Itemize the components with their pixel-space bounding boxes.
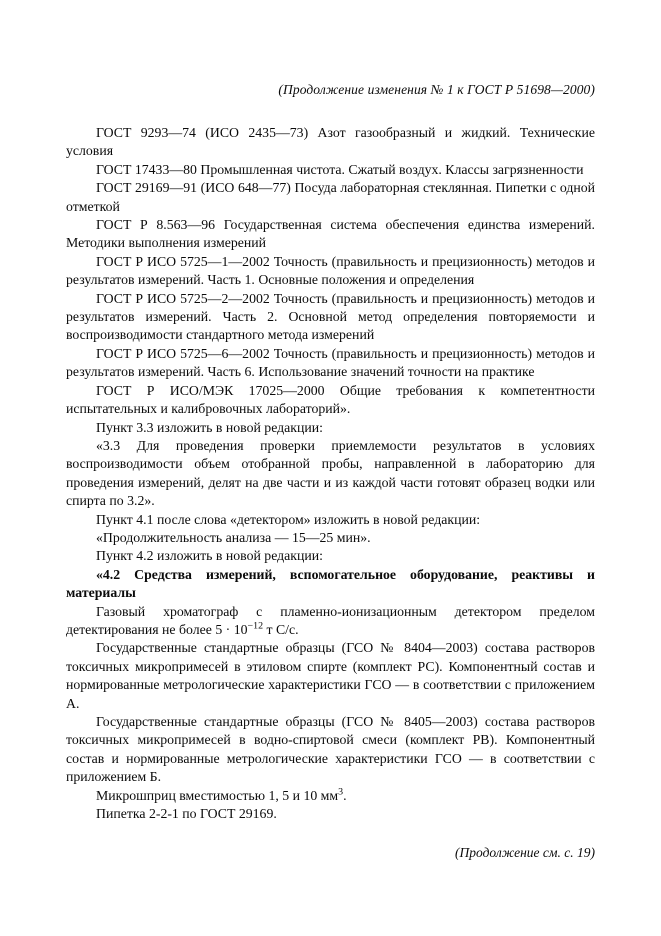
paragraph: ГОСТ Р ИСО 5725—1—2002 Точность (правильность и прецизионность) методов и результатов измерений. Часть 1. Основные положения и определения <box>66 253 595 288</box>
paragraph: Государственные стандартные образцы (ГСО № 8405—2003) состава растворов токсичных микропримесей в водно-спиртовой смеси (комплект РВ). Компонентный состав и нормированные метрологические характеристики ГСО — в соответствии с приложением Б. <box>66 714 595 785</box>
paragraph: «3.3 Для проведения проверки приемлемости результатов в условиях воспроизводимости объем отобранной пробы, направленной в лабораторию для проведения измерений, делят на две части и из каждой части готовят образец водки или спирта по 3.2». <box>66 437 595 509</box>
document-body <box>66 124 595 823</box>
paragraph: Пипетка 2-2-1 по ГОСТ 29169. <box>96 806 277 822</box>
paragraph: Микрошприц вместимостью 1, 5 и 10 $мм^3$. <box>96 786 347 803</box>
paragraph: ГОСТ Р 8.563—96 Государственная система обеспечения единства измерений. Методики выполнения измерений <box>66 217 595 251</box>
continuation-header-note: (Продолжение изменения № 1 к ГОСТ Р 51698—2000) <box>278 82 595 97</box>
paragraph: ГОСТ Р ИСО 5725—6—2002 Точность (правильность и прецизионность) методов и результатов измерений. Часть 6. Использование значений точности на практике <box>66 345 595 380</box>
paragraph: ГОСТ Р ИСО 5725—2—2002 Точность (правильность и прецизионность) методов и результатов измерений. Часть 2. Основной метод определения повторяемости и воспроизводимости стандартного метода измерений <box>66 290 595 343</box>
paragraph: Пункт 4.2 изложить в новой редакции: <box>96 548 323 564</box>
paragraph: ГОСТ 9293—74 (ИСО 2435—73) Азот газообразный и жидкий. Технические условия <box>66 125 595 159</box>
paragraph: Государственные стандартные образцы (ГСО № 8404—2003) состава растворов токсичных микропримесей в этиловом спирте (комплект РС). Компонентный состав и нормированные метрологические характеристики ГСО — в соответствии с приложением А. <box>66 640 595 711</box>
paragraph: ГОСТ Р ИСО/МЭК 17025—2000 Общие требования к компетентности испытательных и калибровочных лабораторий». <box>66 382 595 417</box>
paragraph: Пункт 3.3 изложить в новой редакции: <box>96 419 323 435</box>
paragraph: ГОСТ 29169—91 (ИСО 648—77) Посуда лабораторная стеклянная. Пипетки с одной отметкой <box>66 180 595 214</box>
paragraph-heading: «4.2 Средства измерений, вспомогательное оборудование, реактивы и материалы <box>66 566 595 601</box>
continuation-footer-note: (Продолжение см. с. 19) <box>455 845 595 861</box>
paragraph: Газовый хроматограф с пламенно-ионизационным детектором пределом детектирования не более $5 \cdot 10^{-12}$ т С/с. <box>66 603 595 637</box>
paragraph: «Продолжительность анализа — 15—25 мин». <box>96 529 371 545</box>
paragraph: ГОСТ 17433—80 Промышленная чистота. Сжатый воздух. Классы загрязненности <box>96 161 584 177</box>
paragraph: Пункт 4.1 после слова «детектором» изложить в новой редакции: <box>96 511 481 527</box>
